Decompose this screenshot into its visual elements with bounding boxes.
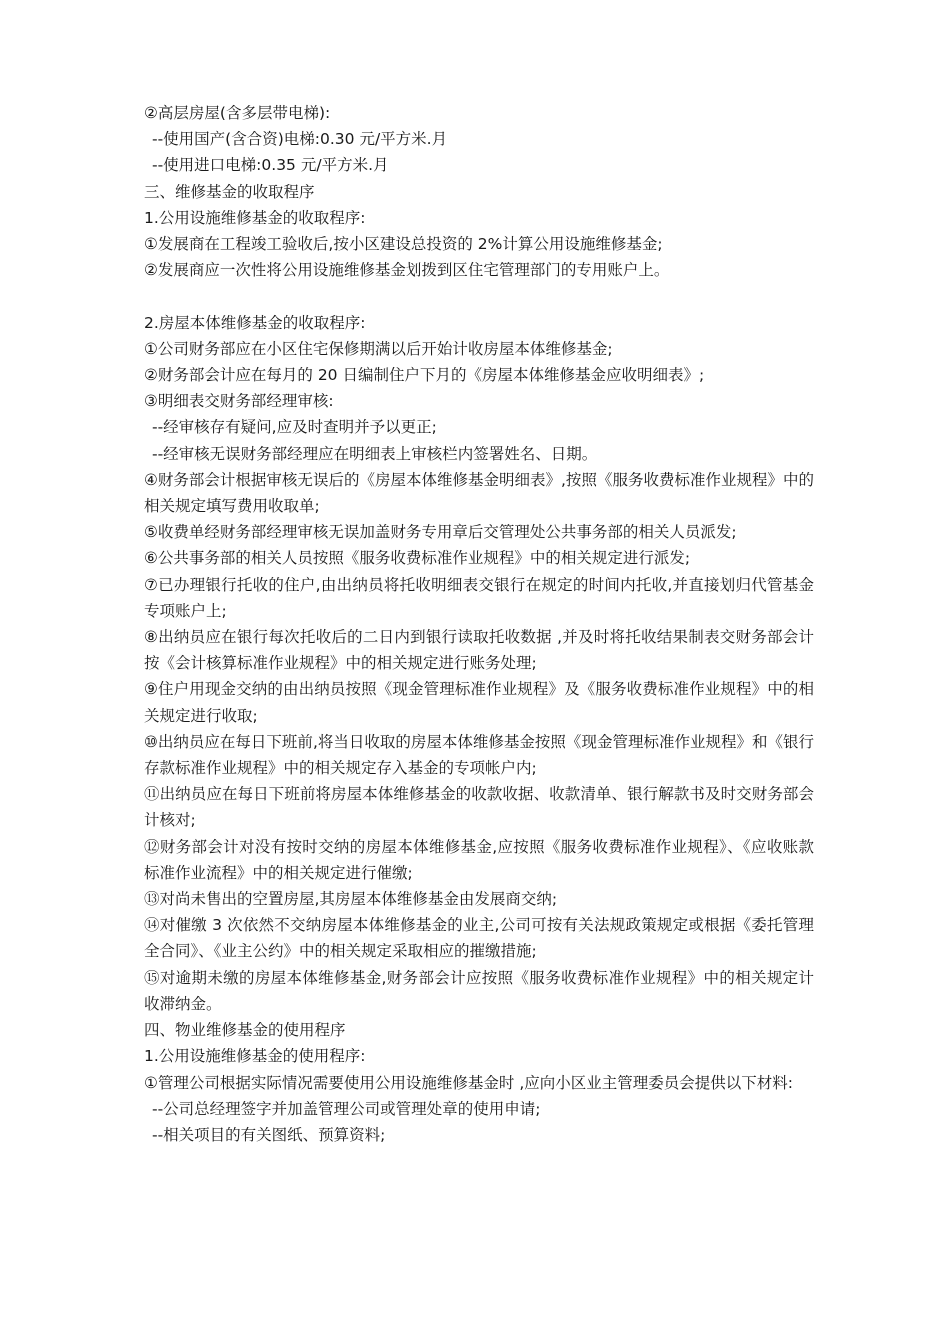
paragraph-line: ⑤收费单经财务部经理审核无误加盖财务专用章后交管理处公共事务部的相关人员派发;: [144, 523, 737, 542]
paragraph-line: --经审核存有疑问,应及时查明并予以更正;: [152, 418, 437, 437]
paragraph-line: 1.公用设施维修基金的收取程序:: [144, 208, 366, 227]
paragraph-line: ⑪出纳员应在每日下班前将房屋本体维修基金的收款收据、收款清单、银行解款书及时交财务部会计核对;: [144, 785, 814, 830]
paragraph-line: 三、维修基金的收取程序: [144, 182, 315, 201]
paragraph-line: --使用进口电梯:0.35 元/平方米.月: [152, 156, 389, 175]
paragraph-line: ⑦已办理银行托收的住户,由出纳员将托收明细表交银行在规定的时间内托收,并直接划归代管基金专项账户上;: [144, 575, 814, 620]
paragraph-line: ②财务部会计应在每月的 20 日编制住户下月的《房屋本体维修基金应收明细表》;: [144, 366, 705, 385]
paragraph-line: ①公司财务部应在小区住宅保修期满以后开始计收房屋本体维修基金;: [144, 339, 613, 358]
paragraph-line: ⑧出纳员应在银行每次托收后的二日内到银行读取托收数据 ,并及时将托收结果制表交财务部会计按《会计核算标准作业规程》中的相关规定进行账务处理;: [144, 628, 814, 673]
document-page: [144, 100, 814, 1148]
paragraph-line: ⑮对逾期未缴的房屋本体维修基金,财务部会计应按照《服务收费标准作业规程》中的相关规定计收滞纳金。: [144, 968, 814, 1013]
paragraph-line: --相关项目的有关图纸、预算资料;: [152, 1125, 386, 1144]
paragraph-line: ①管理公司根据实际情况需要使用公用设施维修基金时 ,应向小区业主管理委员会提供以下材料:: [144, 1073, 793, 1092]
paragraph-line: ③明细表交财务部经理审核:: [144, 392, 334, 411]
paragraph-line: ②高层房屋(含多层带电梯):: [144, 104, 331, 122]
blank-line: [144, 283, 814, 309]
paragraph-line: 2.房屋本体维修基金的收取程序:: [144, 313, 366, 332]
paragraph-line: 四、物业维修基金的使用程序: [144, 1021, 346, 1040]
paragraph-line: ⑭对催缴 3 次依然不交纳房屋本体维修基金的业主,公司可按有关法规政策规定或根据《委托管理全合同》、《业主公约》中的相关规定采取相应的摧缴措施;: [144, 916, 814, 961]
paragraph-line: ⑩出纳员应在每日下班前,将当日收取的房屋本体维修基金按照《现金管理标准作业规程》和《银行存款标准作业规程》中的相关规定存入基金的专项帐户内;: [144, 732, 814, 778]
paragraph-line: 1.公用设施维修基金的使用程序:: [144, 1047, 366, 1066]
paragraph-line: --使用国产(含合资)电梯:0.30 元/平方米.月: [152, 130, 448, 149]
paragraph-line: --经审核无误财务部经理应在明细表上审核栏内签署姓名、日期。: [152, 444, 598, 463]
paragraph-line: ⑬对尚未售出的空置房屋,其房屋本体维修基金由发展商交纳;: [144, 890, 558, 909]
paragraph-line: ⑨住户用现金交纳的由出纳员按照《现金管理标准作业规程》及《服务收费标准作业规程》中的相关规定进行收取;: [144, 680, 814, 725]
paragraph-line: ②发展商应一次性将公用设施维修基金划拨到区住宅管理部门的专用账户上。: [144, 261, 670, 280]
paragraph-line: ④财务部会计根据审核无误后的《房屋本体维修基金明细表》,按照《服务收费标准作业规程》中的相关规定填写费用收取单;: [144, 470, 814, 516]
paragraph-line: ⑥公共事务部的相关人员按照《服务收费标准作业规程》中的相关规定进行派发;: [144, 549, 691, 568]
paragraph-line: --公司总经理签字并加盖管理公司或管理处章的使用申请;: [152, 1099, 541, 1118]
paragraph-line: ⑫财务部会计对没有按时交纳的房屋本体维修基金,应按照《服务收费标准作业规程》、《应收账款标准作业流程》中的相关规定进行催缴;: [144, 837, 814, 882]
paragraph-line: ①发展商在工程竣工验收后,按小区建设总投资的 2%计算公用设施维修基金;: [144, 235, 663, 254]
